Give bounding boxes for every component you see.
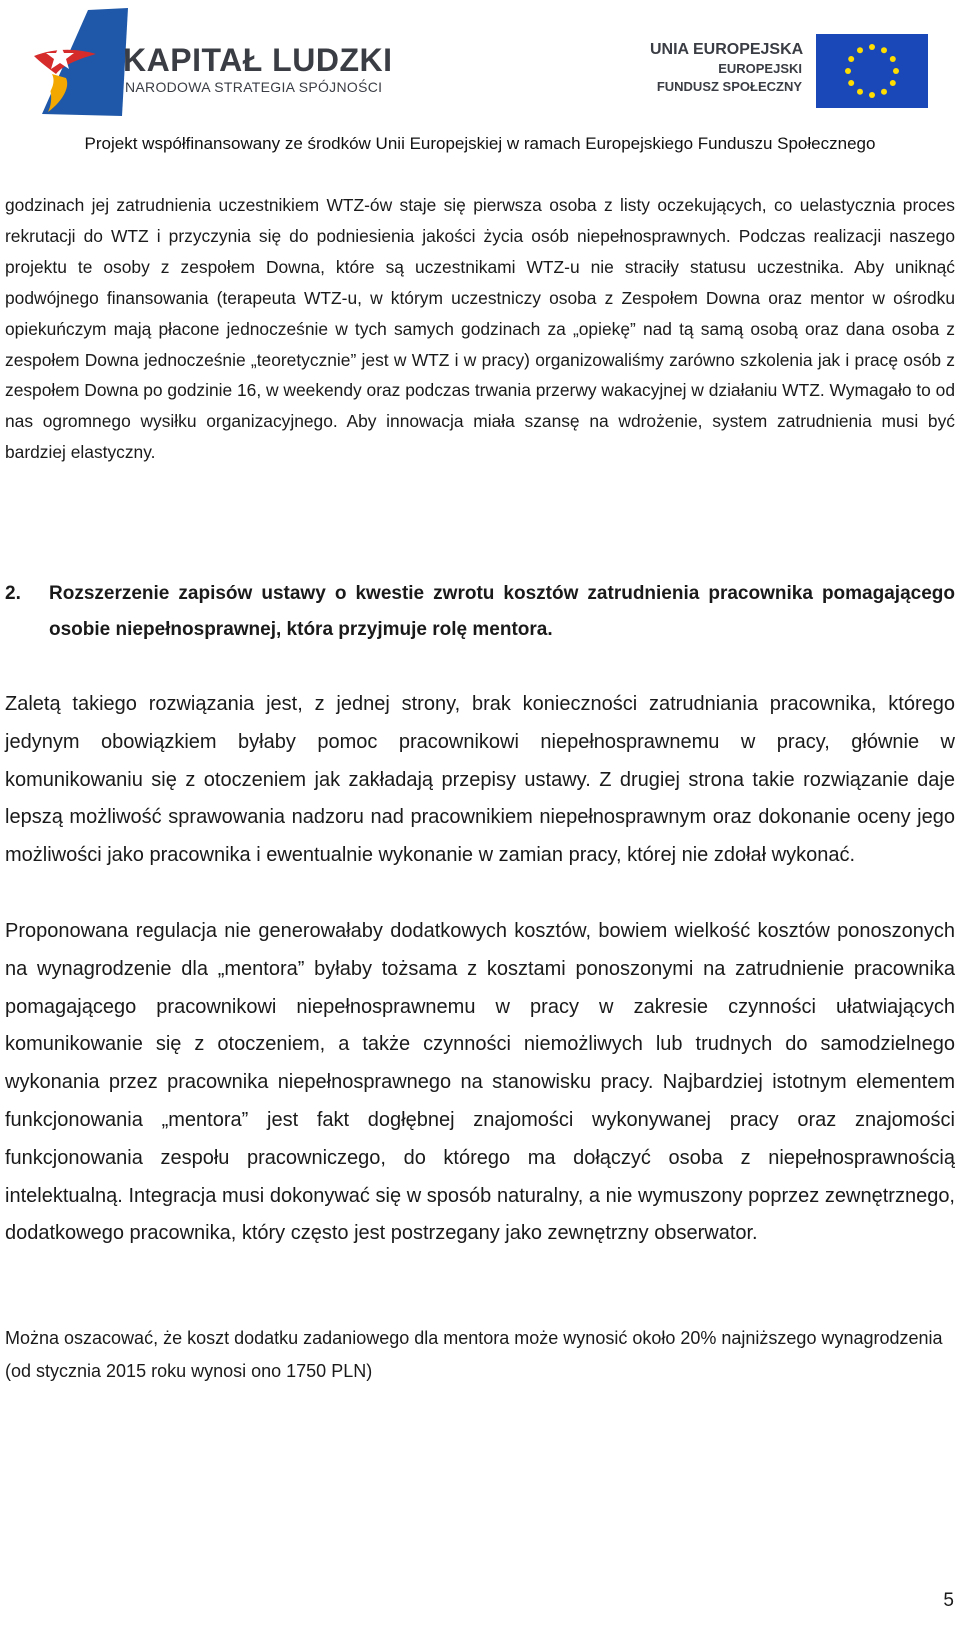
paragraph-1: godzinach jej zatrudnienia uczestnikiem WTZ-ów staje się pierwsza osoba z listy oczekujących, co uelastycznia proces rekrutacji do WTZ i przyczynia się do podniesienia jakości życia osób niepełnosprawnych. Podczas realizacji naszego projektu te osoby z zespołem Downa, które są uczestnikami WTZ-u nie straciły statusu uczestnika. Aby uniknąć podwójnego finansowania (terapeuta WTZ-u, w którym uczestniczy osoba z Zespołem Downa oraz mentor w ośrodku opiekuńczym mają płacone jednocześnie w tych samych godzinach za „opiekę” nad tą samą osobą oraz dana osoba z zespołem Downa jednocześnie „teoretycznie” jest w WTZ i w pracy) organizowaliśmy zarówno szkolenia jak i pracę osób z zespołem Downa po godzinie 16, w weekendy oraz podczas trwania przerwy wakacyjnej w działaniu WTZ. Wymagało to od nas ogromnego wysiłku organizacyjnego. Aby innowacja miała szansę na wdrożenie, system zatrudnienia musi być bardziej elastyczny. bbox=[5, 195, 956, 463]
eu-logo-text bbox=[650, 40, 802, 96]
eu-logo-line1: UNIA EUROPEJSKA bbox=[650, 41, 804, 58]
paragraph-3: Proponowana regulacja nie generowałaby dodatkowych kosztów, bowiem wielkość kosztów ponoszonych na wynagrodzenie dla „mentora” byłaby tożsama z kosztami ponoszonymi na zatrudnienie pracownika pomagającego pracownikowi niepełnosprawnemu w pracy w zakresie czynności ułatwiających komunikowanie się z otoczeniem, a także czynności niemożliwych lub trudnych do samodzielnego wykonania przez pracownika niepełnosprawnego na stanowisku pracy. Najbardziej istotnym elementem funkcjonowania „mentora” jest fakt dogłębnej znajomości wykonywanej pracy oraz znajomości funkcjonowania zespołu pracowniczego, do którego ma dołączyć osoba z niepełnosprawnością intelektualną. Integracja musi dokonywać się w sposób naturalny, a nie wymuszony poprzez zewnętrznego, dodatkowego pracownika, który często jest postrzegany jako zewnętrzny obserwator. bbox=[5, 920, 955, 1245]
eu-flag-logo bbox=[816, 34, 928, 108]
cost-note: Można oszacować, że koszt dodatku zadaniowego dla mentora może wynosić około 20% najniższego wynagrodzenia (od stycznia 2015 roku wynosi ono 1750 PLN) bbox=[5, 1328, 943, 1381]
eu-logo-line3: FUNDUSZ SPOŁECZNY bbox=[656, 79, 802, 94]
paragraph-2: Zaletą takiego rozwiązania jest, z jednej strony, brak konieczności zatrudniania pracownika, którego jedynym obowiązkiem byłaby pomoc pracownikowi niepełnosprawnemu w pracy, głównie w komunikowaniu się z otoczeniem jak zakładają przepisy ustawy. Z drugiej strona takie rozwiązanie daje lepszą możliwość sprawowania nadzoru nad pracownikiem niepełnosprawnym oraz dokonanie oceny jego możliwości jako pracownika i ewentualnie wykonanie w zamian pracy, której nie zdołał wykonać. bbox=[5, 693, 955, 867]
kapital-ludzki-title: KAPITAŁ LUDZKI bbox=[123, 42, 393, 78]
page-number: 5 bbox=[943, 1590, 954, 1611]
section-2-number: 2. bbox=[5, 583, 21, 604]
project-funding-line: Projekt współfinansowany ze środków Unii Europejskiej w ramach Europejskiego Funduszu Społecznego bbox=[84, 134, 876, 153]
page-header bbox=[0, 0, 960, 160]
section-2-title: Rozszerzenie zapisów ustawy o kwestie zwrotu kosztów zatrudnienia pracownika pomagającego osobie niepełnosprawnej, która przyjmuje rolę mentora. bbox=[49, 583, 955, 640]
section-2-heading bbox=[5, 576, 955, 648]
kapital-ludzki-logo bbox=[30, 8, 130, 116]
kapital-ludzki-subtitle: NARODOWA STRATEGIA SPÓJNOŚCI bbox=[125, 79, 383, 95]
eu-logo-line2: EUROPEJSKI bbox=[718, 61, 802, 76]
